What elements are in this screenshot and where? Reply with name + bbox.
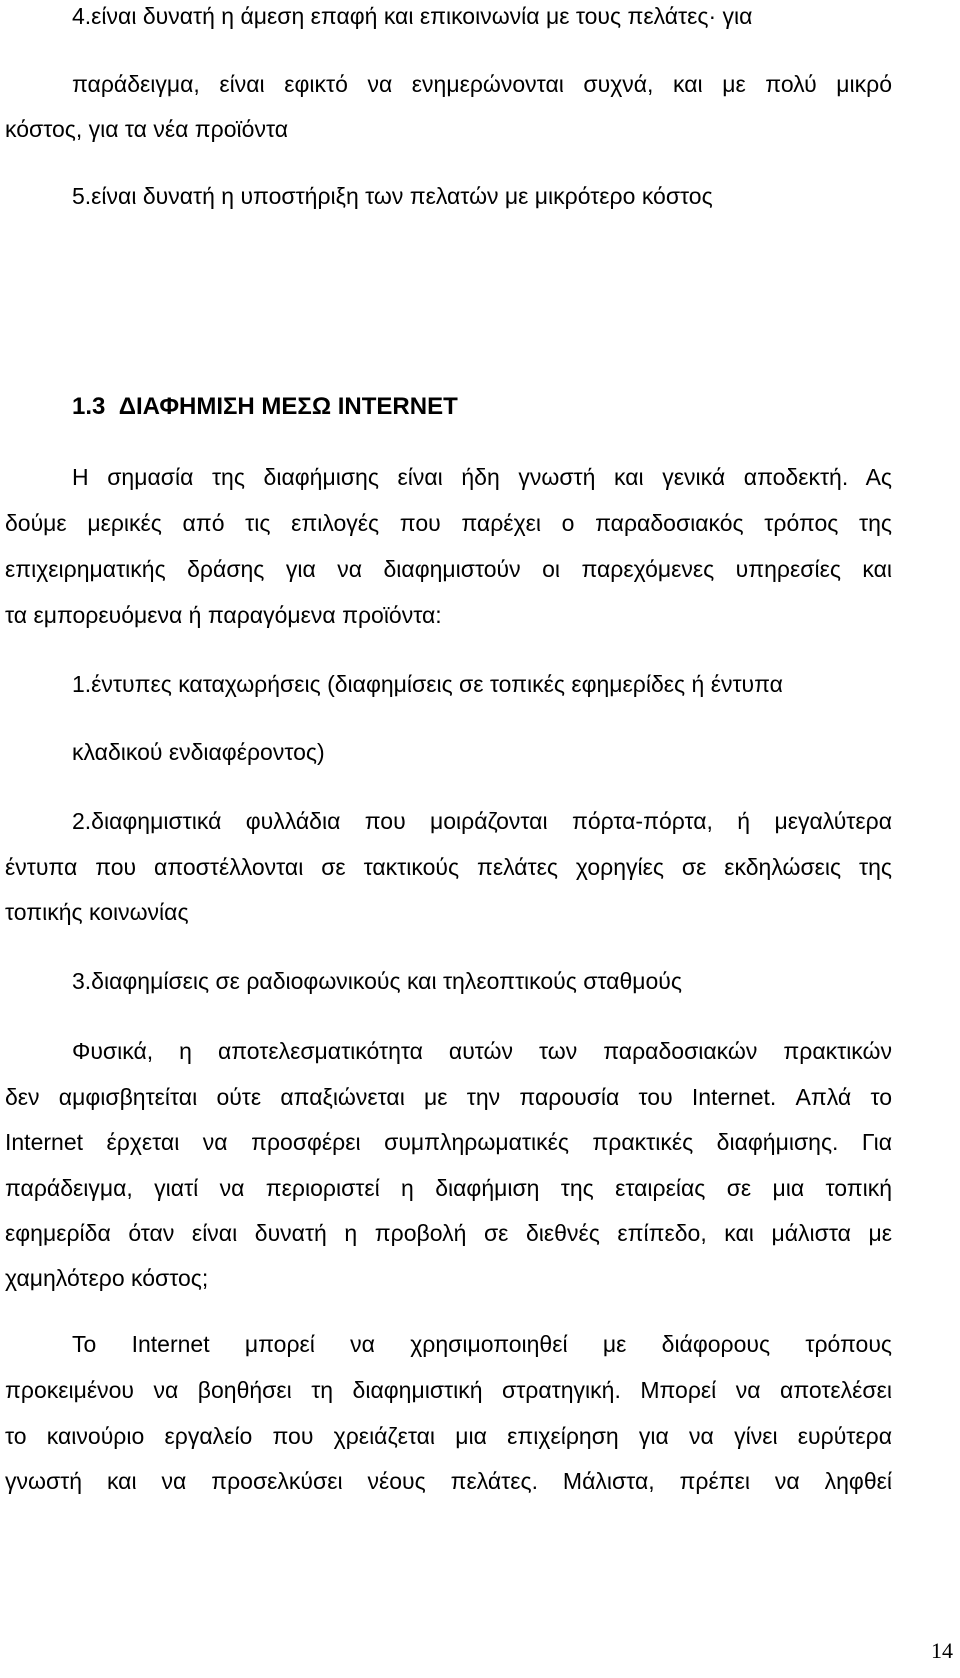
option-2-line-2: έντυπα που αποστέλλονται σε τακτικούς πελάτες χορηγίες σε εκδηλώσεις της	[5, 854, 892, 880]
paragraph-2-line-1: Φυσικά, η αποτελεσματικότητα αυτών των παραδοσιακών πρακτικών	[72, 1038, 892, 1064]
list-item-4-line-1: 4.είναι δυνατή η άμεση επαφή και επικοινωνία με τους πελάτες· για	[72, 3, 753, 29]
intro-line-3: επιχειρηματικής δράσης για να διαφημιστούν οι παρεχόμενες υπηρεσίες και	[5, 556, 892, 582]
page-number: 14	[931, 1638, 953, 1663]
paragraph-2-line-5: εφημερίδα όταν είναι δυνατή η προβολή σε διεθνές επίπεδο, και μάλιστα με	[5, 1220, 892, 1246]
list-item-5: 5.είναι δυνατή η υποστήριξη των πελατών με μικρότερο κόστος	[72, 183, 713, 209]
paragraph-3-line-3: το καινούριο εργαλείο που χρειάζεται μια επιχείρηση για να γίνει ευρύτερα	[5, 1423, 892, 1449]
intro-line-4: τα εμπορευόμενα ή παραγόμενα προϊόντα:	[5, 602, 442, 628]
paragraph-2-line-6: χαμηλότερο κόστος;	[5, 1265, 209, 1291]
option-2-line-1: 2.διαφημιστικά φυλλάδια που μοιράζονται πόρτα-πόρτα, ή μεγαλύτερα	[72, 808, 892, 834]
intro-line-1: Η σημασία της διαφήμισης είναι ήδη γνωστή και γενικά αποδεκτή. Ας	[72, 464, 892, 490]
option-2-line-3: τοπικής κοινωνίας	[5, 899, 189, 925]
list-item-4-line-3: κόστος, για τα νέα προϊόντα	[5, 116, 289, 142]
option-1-line-2: κλαδικού ενδιαφέροντος)	[72, 739, 325, 765]
paragraph-2-line-3: Internet έρχεται να προσφέρει συμπληρωματικές πρακτικές διαφήμισης. Για	[5, 1129, 892, 1155]
paragraph-3-line-2: προκειμένου να βοηθήσει τη διαφημιστική στρατηγική. Μπορεί να αποτελέσει	[5, 1377, 892, 1403]
list-item-4-line-2: παράδειγμα, είναι εφικτό να ενημερώνονται συχνά, και με πολύ μικρό	[72, 71, 892, 97]
option-3: 3.διαφημίσεις σε ραδιοφωνικούς και τηλεοπτικούς σταθμούς	[72, 968, 682, 994]
paragraph-3-line-1: Το Internet μπορεί να χρησιμοποιηθεί με διάφορους τρόπους	[72, 1331, 892, 1357]
paragraph-2-line-4: παράδειγμα, γιατί να περιοριστεί η διαφήμιση της εταιρείας σε μια τοπική	[5, 1175, 892, 1201]
paragraph-2-line-2: δεν αμφισβητείται ούτε απαξιώνεται με την παρουσία του Internet. Απλά το	[5, 1084, 892, 1110]
option-1-line-1: 1.έντυπες καταχωρήσεις (διαφημίσεις σε τοπικές εφημερίδες ή έντυπα	[72, 671, 783, 697]
intro-line-2: δούμε μερικές από τις επιλογές που παρέχει ο παραδοσιακός τρόπος της	[5, 510, 892, 536]
section-number: 1.3	[72, 393, 106, 420]
paragraph-3-line-4: γνωστή και να προσελκύσει νέους πελάτες. Μάλιστα, πρέπει να ληφθεί	[5, 1468, 892, 1494]
section-heading	[72, 395, 458, 419]
section-title: ΔΙΑΦΗΜΙΣΗ ΜΕΣΩ INTERNET	[118, 393, 458, 420]
